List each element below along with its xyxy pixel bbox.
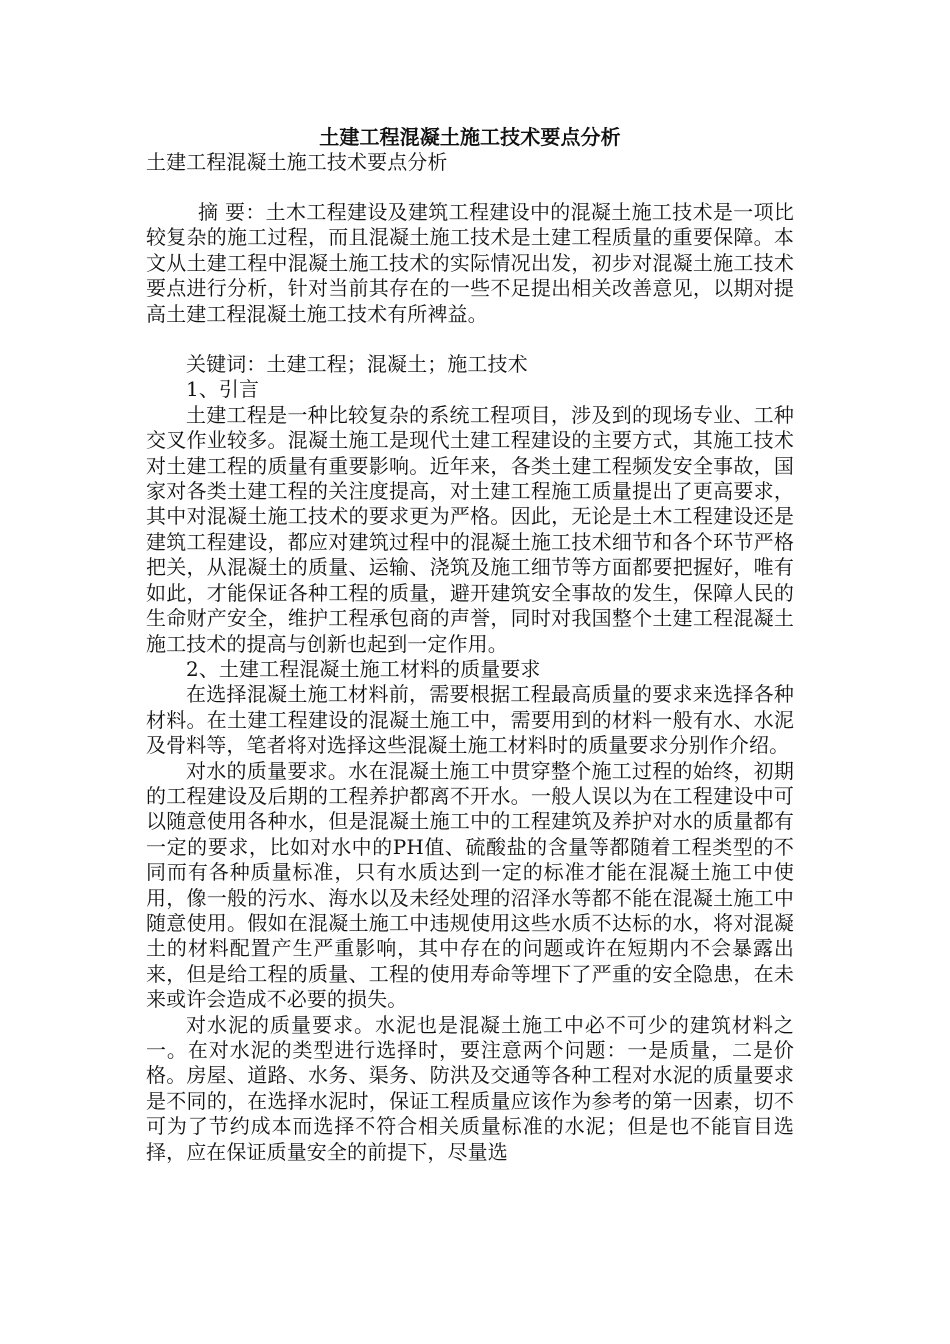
section-1-paragraph: 土建工程是一种比较复杂的系统工程项目，涉及到的现场专业、工种交叉作业较多。混凝土施工是现代土建工程建设的主要方式，其施工技术对土建工程的质量有重要影响。近年来，各类土建工程频发安全事故，国家对各类土建工程的关注度提高，对土建工程施工质量提出了更高要求，其中对混凝土施工技术的要求更为严格。因此，无论是土木工程建设还是建筑工程建设，都应对建筑过程中的混凝土施工技术细节和各个环节严格把关，从混凝土的质量、运输、浇筑及施工细节等方面都要把握好，唯有如此，才能保证各种工程的质量，避开建筑安全事故的发生，保障人民的生命财产安全，维护工程承包商的声誉，同时对我国整个土建工程混凝土施工技术的提高与创新也起到一定作用。 xyxy=(146,402,794,656)
document-page xyxy=(146,124,794,1165)
blank-line xyxy=(146,327,794,352)
blank-line xyxy=(146,175,794,200)
section-heading-2: 2、土建工程混凝土施工材料的质量要求 xyxy=(186,656,541,681)
abstract-paragraph: 摘 要：土木工程建设及建筑工程建设中的混凝土施工技术是一项比较复杂的施工过程，而且混凝土施工技术是土建工程质量的重要保障。本文从土建工程中混凝土施工技术的实际情况出发，初步对混凝土施工技术要点进行分析，针对当前其存在的一些不足提出相关改善意见，以期对提高土建工程混凝土施工技术有所裨益。 xyxy=(146,200,794,326)
section-2-paragraph-2: 对水的质量要求。水在混凝土施工中贯穿整个施工过程的始终，初期的工程建设及后期的工程养护都离不开水。一般人误以为在工程建设中可以随意使用各种水，但是混凝土施工中的工程建筑及养护对水的质量都有一定的要求，比如对水中的PH值、硫酸盐的含量等都随着工程类型的不同而有各种质量标准，只有水质达到一定的标准才能在混凝土施工中使用，像一般的污水、海水以及未经处理的沼泽水等都不能在混凝土施工中随意使用。假如在混凝土施工中违规使用这些水质不达标的水，将对混凝土的材料配置产生严重影响，其中存在的问题或许在短期内不会暴露出来，但是给工程的质量、工程的使用寿命等埋下了严重的安全隐患，在未来或许会造成不必要的损失。 xyxy=(146,758,794,1012)
keywords-line: 关键词：土建工程；混凝土；施工技术 xyxy=(186,352,528,377)
section-2-paragraph-1: 在选择混凝土施工材料前，需要根据工程最高质量的要求来选择各种材料。在土建工程建设的混凝土施工中，需要用到的材料一般有水、水泥及骨料等，笔者将对选择这些混凝土施工材料时的质量要求分别作介绍。 xyxy=(146,682,794,758)
document-title: 土建工程混凝土施工技术要点分析 xyxy=(319,125,621,149)
section-heading-1: 1、引言 xyxy=(186,377,260,402)
document-subtitle: 土建工程混凝土施工技术要点分析 xyxy=(146,150,448,174)
section-2-paragraph-3: 对水泥的质量要求。水泥也是混凝土施工中必不可少的建筑材料之一。在对水泥的类型进行选择时，要注意两个问题：一是质量，二是价格。房屋、道路、水务、渠务、防洪及交通等各种工程对水泥的质量要求是不同的，在选择水泥时，保证工程质量应该作为参考的第一因素，切不可为了节约成本而选择不符合相关质量标准的水泥；但是也不能盲目选择，应在保证质量安全的前提下，尽量选 xyxy=(146,1012,794,1164)
